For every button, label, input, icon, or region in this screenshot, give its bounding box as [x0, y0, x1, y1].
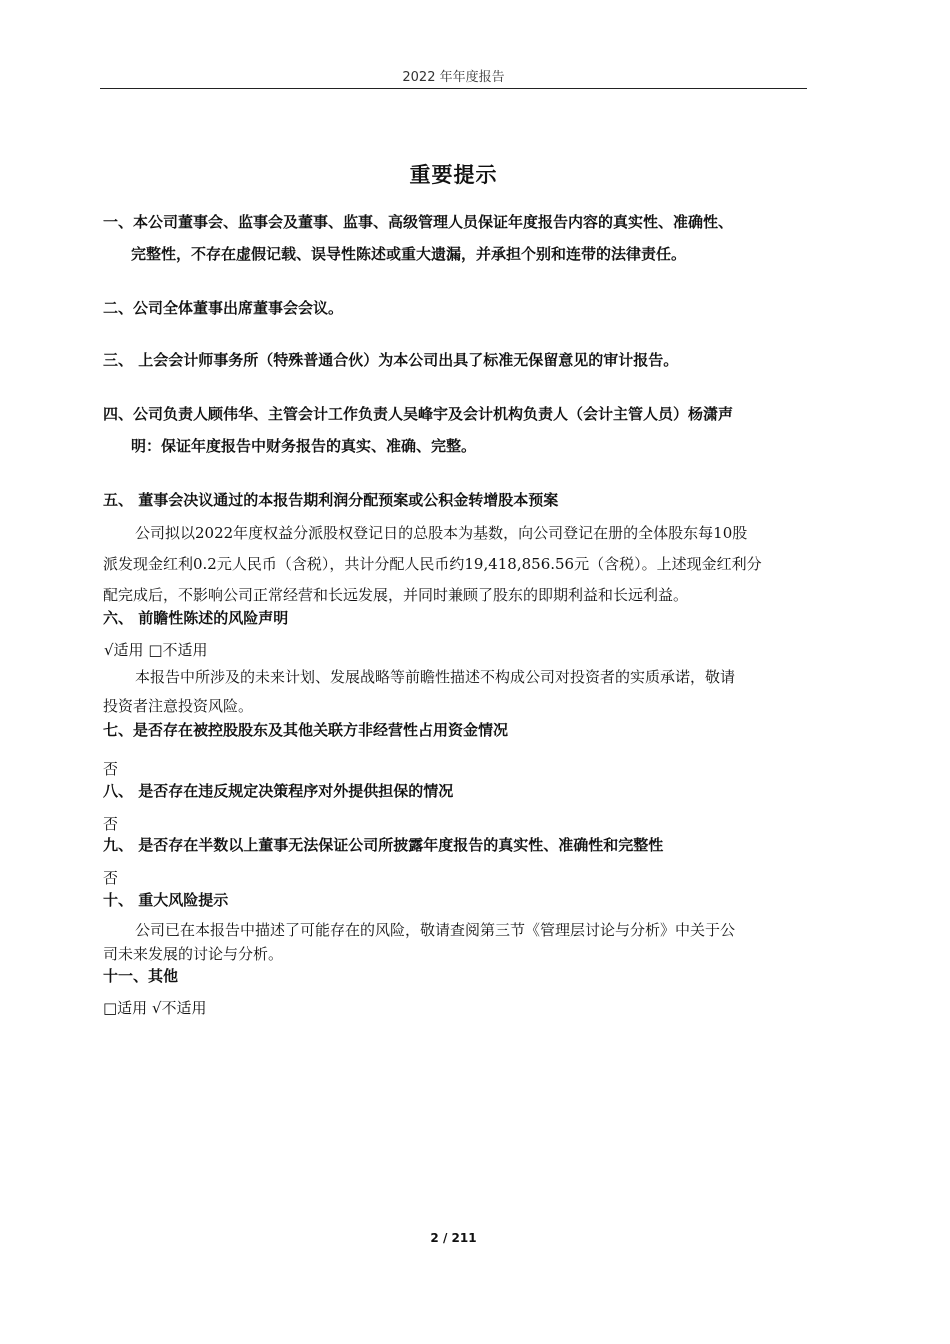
item-4-line-1: 四、公司负责人顾伟华、主管会计工作负责人吴峰宇及会计机构负责人（会计主管人员）杨潇声: [103, 405, 734, 423]
item-6-applicability: √适用 □不适用: [104, 641, 208, 659]
item-5-para-line-3: 配完成后，不影响公司正常经营和长远发展，并同时兼顾了股东的即期利益和长远利益。: [103, 586, 689, 604]
item-10-para-line-1: 公司已在本报告中描述了可能存在的风险，敬请查阅第三节《管理层讨论与分析》中关于公: [135, 921, 736, 939]
item-10-heading: 十、 重大风险提示: [103, 891, 229, 909]
running-header: 2022 年年度报告: [402, 70, 505, 85]
item-11-heading: 十一、其他: [103, 967, 179, 985]
item-6-para-line-2: 投资者注意投资风险。: [103, 697, 254, 715]
page-number: 2 / 211: [430, 1231, 477, 1245]
item-6-heading: 六、 前瞻性陈述的风险声明: [103, 609, 289, 627]
item-11-applicability: □适用 √不适用: [103, 999, 207, 1017]
header-divider: [100, 88, 807, 89]
item-10-para-line-2: 司未来发展的讨论与分析。: [103, 945, 284, 963]
item-4-line-2: 明：保证年度报告中财务报告的真实、准确、完整。: [131, 437, 477, 455]
item-8-heading: 八、 是否存在违反规定决策程序对外提供担保的情况: [103, 782, 454, 800]
item-5-heading: 五、 董事会决议通过的本报告期利润分配预案或公积金转增股本预案: [103, 491, 559, 509]
item-9-heading: 九、 是否存在半数以上董事无法保证公司所披露年度报告的真实性、准确性和完整性: [103, 836, 664, 854]
item-9-answer: 否: [103, 869, 119, 887]
item-8-answer: 否: [103, 815, 119, 833]
item-7-heading: 七、是否存在被控股股东及其他关联方非经营性占用资金情况: [103, 721, 509, 739]
item-7-answer: 否: [103, 760, 119, 778]
item-5-para-line-2: 派发现金红利0.2元人民币（含税），共计分配人民币约19,418,856.56元（含税）。上述现金红利分: [103, 555, 762, 573]
item-6-para-line-1: 本报告中所涉及的未来计划、发展战略等前瞻性描述不构成公司对投资者的实质承诺，敬请: [135, 668, 736, 686]
item-2-line-1: 二、公司全体董事出席董事会会议。: [103, 299, 344, 317]
item-1-line-1: 一、本公司董事会、监事会及董事、监事、高级管理人员保证年度报告内容的真实性、准确性、: [103, 213, 734, 231]
item-3-line-1: 三、 上会会计师事务所（特殊普通合伙）为本公司出具了标准无保留意见的审计报告。: [103, 351, 679, 369]
page-title: 重要提示: [409, 163, 498, 187]
item-5-para-line-1: 公司拟以2022年度权益分派股权登记日的总股本为基数，向公司登记在册的全体股东每10股: [135, 524, 748, 542]
item-1-line-2: 完整性，不存在虚假记载、误导性陈述或重大遗漏，并承担个别和连带的法律责任。: [131, 245, 687, 263]
